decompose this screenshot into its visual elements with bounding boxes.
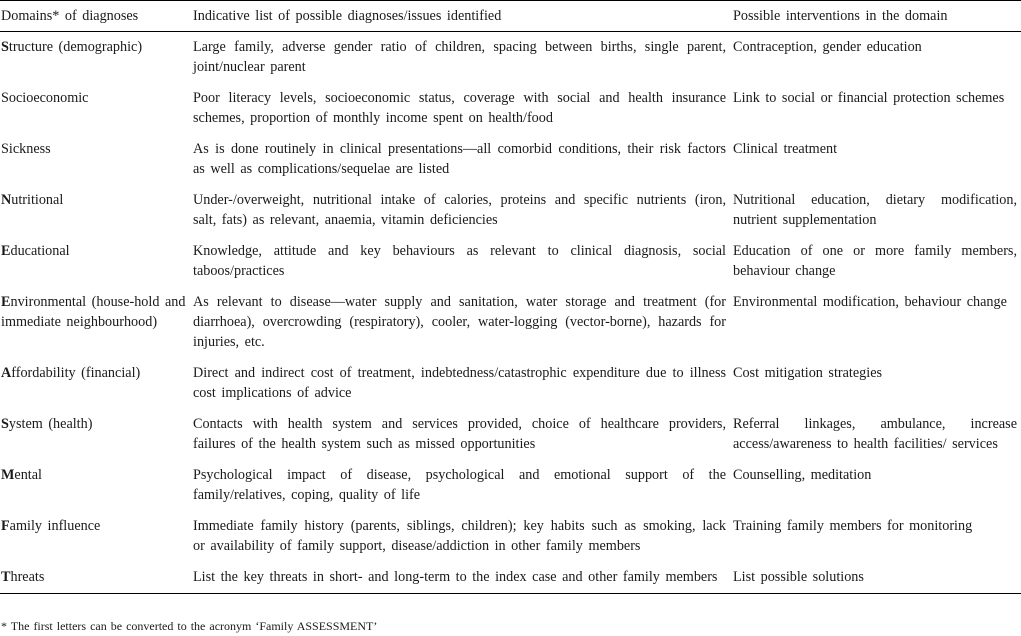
domain-text: Socioeconomic	[1, 90, 89, 106]
interventions-cell: List possible solutions	[730, 562, 1021, 594]
list-cell: Psychological impact of disease, psychological and emotional support of the family/relatives, coping, quality of life	[193, 467, 726, 503]
header-interventions: Possible interventions in the domain	[730, 1, 1021, 32]
interventions-cell: Counselling, meditation	[733, 467, 872, 483]
list-cell: Immediate family history (parents, siblings, children); key habits such as smoking, lack or availability of family support, disease/addiction in other family members	[193, 518, 726, 554]
acronym-letter: E	[1, 294, 11, 310]
table-row	[0, 236, 1021, 287]
domain-cell	[0, 32, 190, 84]
list-cell: Knowledge, attitude and key behaviours as relevant to clinical diagnosis, social taboos/practices	[193, 243, 726, 279]
table-row	[0, 409, 1021, 460]
acronym-letter: S	[1, 39, 9, 55]
table-row	[0, 460, 1021, 511]
header-list: Indicative list of possible diagnoses/issues identified	[190, 1, 730, 32]
acronym-letter: S	[1, 416, 9, 432]
header-domain: Domains* of diagnoses	[0, 1, 190, 32]
domain-cell	[0, 409, 190, 460]
domain-cell	[0, 83, 190, 134]
acronym-letter: M	[1, 467, 15, 483]
domain-text: utritional	[11, 192, 64, 208]
list-cell: Contacts with health system and services provided, choice of healthcare providers, failures of the health system such as missed opportunities	[193, 416, 726, 452]
acronym-letter: F	[1, 518, 10, 534]
list-cell: List the key threats in short- and long-term to the index case and other family members	[190, 562, 730, 594]
table-row	[0, 358, 1021, 409]
table-row	[0, 511, 1021, 562]
domain-text: amily influence	[9, 518, 101, 534]
interventions-cell: Environmental modification, behaviour change	[733, 294, 1007, 310]
acronym-letter: E	[1, 243, 11, 259]
interventions-cell: Link to social or financial protection schemes	[733, 90, 1005, 106]
table-row	[0, 134, 1021, 185]
domain-text: ental	[14, 467, 42, 483]
interventions-cell: Education of one or more family members, behaviour change	[733, 243, 1017, 279]
domain-cell	[0, 358, 190, 409]
domain-cell	[0, 460, 190, 511]
domain-cell	[0, 511, 190, 562]
footnote: * The first letters can be converted to the acronym ‘Family ASSESSMENT’	[1, 619, 378, 633]
domain-text: hreats	[10, 569, 45, 585]
interventions-cell: Cost mitigation strategies	[733, 365, 883, 381]
domain-text: ducational	[10, 243, 70, 259]
table-row	[0, 83, 1021, 134]
list-cell: Large family, adverse gender ratio of children, spacing between births, single parent, joint/nuclear parent	[193, 39, 726, 75]
interventions-cell: Clinical treatment	[733, 141, 838, 157]
domain-text: ffordability (financial)	[11, 365, 141, 381]
domain-cell	[0, 185, 190, 236]
domain-text: ystem (health)	[8, 416, 93, 432]
domain-cell	[0, 287, 190, 358]
list-cell: Under-/overweight, nutritional intake of calories, proteins and specific nutrients (iron, salt, fats) as relevant, anaemia, vitamin deficiencies	[193, 192, 726, 228]
domain-cell	[0, 134, 190, 185]
domain-text: Sickness	[1, 141, 51, 157]
interventions-cell: Contraception, gender education	[733, 39, 922, 55]
table-row	[0, 287, 1021, 358]
table-header-row	[0, 1, 1021, 32]
list-cell: As relevant to disease—water supply and sanitation, water storage and treatment (for diarrhoea), overcrowding (respiratory), cooler, water-logging (vector-borne), hazards for injuries, etc.	[193, 294, 726, 350]
table-row	[0, 562, 1021, 594]
interventions-cell: Referral linkages, ambulance, increase access/awareness to health facilities/ services	[733, 416, 1017, 452]
domain-cell	[0, 562, 190, 594]
table-row	[0, 32, 1021, 84]
interventions-cell: Training family members for monitoring	[733, 518, 973, 534]
domain-cell	[0, 236, 190, 287]
domain-text: tructure (demographic)	[8, 39, 143, 55]
interventions-cell: Nutritional education, dietary modification, nutrient supplementation	[733, 192, 1017, 228]
list-cell: As is done routinely in clinical presentations—all comorbid conditions, their risk factors as well as complications/sequelae are listed	[193, 141, 726, 177]
acronym-letter: T	[1, 569, 11, 585]
list-cell: Direct and indirect cost of treatment, indebtedness/catastrophic expenditure due to illness cost implications of advice	[193, 365, 726, 401]
domain-text: nvironmental (house-hold and immediate neighbourhood)	[1, 294, 186, 330]
list-cell: Poor literacy levels, socioeconomic status, coverage with social and health insurance schemes, proportion of monthly income spent on health/food	[193, 90, 726, 126]
acronym-letter: N	[1, 192, 12, 208]
acronym-letter: A	[1, 365, 12, 381]
table-row	[0, 185, 1021, 236]
